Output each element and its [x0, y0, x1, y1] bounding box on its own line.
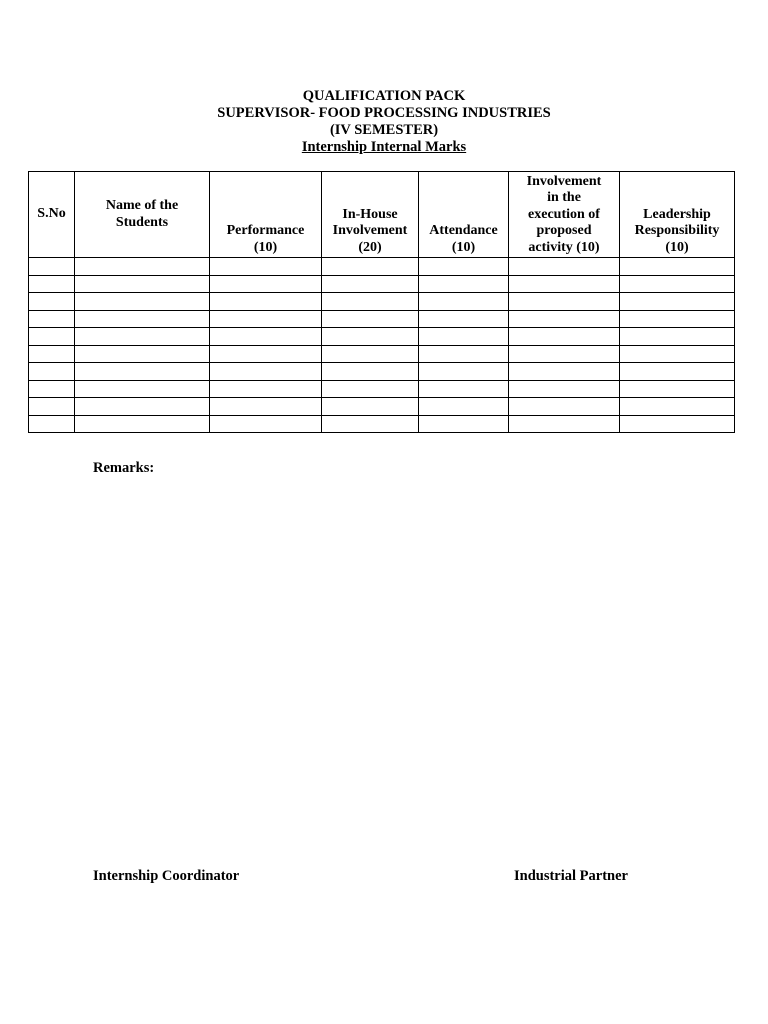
table-cell[interactable] — [509, 380, 620, 398]
table-cell[interactable] — [29, 310, 75, 328]
table-cell[interactable] — [75, 398, 210, 416]
table-cell[interactable] — [210, 258, 322, 276]
table-row — [29, 293, 735, 311]
col-activity-involvement: Involvement in the execution of proposed activity (10) — [509, 172, 620, 258]
table-row — [29, 398, 735, 416]
signature-internship-coordinator: Internship Coordinator — [93, 868, 240, 884]
table-cell[interactable] — [210, 380, 322, 398]
table-cell[interactable] — [29, 363, 75, 381]
table-cell[interactable] — [419, 380, 509, 398]
table-cell[interactable] — [419, 345, 509, 363]
table-cell[interactable] — [29, 345, 75, 363]
table-cell[interactable] — [29, 258, 75, 276]
table-cell[interactable] — [322, 363, 419, 381]
table-cell[interactable] — [75, 293, 210, 311]
table-cell[interactable] — [419, 415, 509, 433]
header-semester: (IV SEMESTER) — [329, 122, 439, 138]
table-row — [29, 328, 735, 346]
table-cell[interactable] — [620, 310, 735, 328]
table-cell[interactable] — [620, 293, 735, 311]
col-attendance: Attendance (10) — [419, 172, 509, 258]
table-cell[interactable] — [75, 310, 210, 328]
table-cell[interactable] — [210, 415, 322, 433]
table-cell[interactable] — [620, 258, 735, 276]
table-cell[interactable] — [419, 293, 509, 311]
table-cell[interactable] — [322, 380, 419, 398]
table-cell[interactable] — [509, 293, 620, 311]
table-cell[interactable] — [509, 415, 620, 433]
header-title: QUALIFICATION PACK — [302, 88, 466, 104]
table-row — [29, 275, 735, 293]
table-cell[interactable] — [210, 328, 322, 346]
table-cell[interactable] — [509, 345, 620, 363]
table-cell[interactable] — [620, 363, 735, 381]
table-cell[interactable] — [419, 398, 509, 416]
table-cell[interactable] — [75, 380, 210, 398]
table-row — [29, 310, 735, 328]
table-cell[interactable] — [29, 293, 75, 311]
table-cell[interactable] — [29, 415, 75, 433]
table-cell[interactable] — [509, 258, 620, 276]
table-cell[interactable] — [620, 345, 735, 363]
remarks-label: Remarks: — [93, 460, 155, 476]
header-marks-title: Internship Internal Marks — [301, 139, 467, 155]
table-cell[interactable] — [29, 275, 75, 293]
table-cell[interactable] — [29, 398, 75, 416]
table-row — [29, 345, 735, 363]
table-cell[interactable] — [75, 275, 210, 293]
table-cell[interactable] — [419, 275, 509, 293]
table-cell[interactable] — [620, 415, 735, 433]
table-row — [29, 363, 735, 381]
col-performance: Performance (10) — [210, 172, 322, 258]
table-cell[interactable] — [75, 328, 210, 346]
table-cell[interactable] — [419, 328, 509, 346]
table-cell[interactable] — [322, 415, 419, 433]
table-cell[interactable] — [75, 345, 210, 363]
table-cell[interactable] — [509, 363, 620, 381]
table-cell[interactable] — [29, 380, 75, 398]
table-cell[interactable] — [210, 345, 322, 363]
col-inhouse-involvement: In-House Involvement (20) — [322, 172, 419, 258]
table-header-row — [29, 172, 735, 258]
table-row — [29, 380, 735, 398]
marks-table — [28, 171, 735, 433]
table-cell[interactable] — [322, 345, 419, 363]
table-cell[interactable] — [322, 328, 419, 346]
table-cell[interactable] — [322, 293, 419, 311]
table-cell[interactable] — [419, 310, 509, 328]
table-cell[interactable] — [322, 398, 419, 416]
table-cell[interactable] — [509, 310, 620, 328]
table-cell[interactable] — [322, 310, 419, 328]
col-student-name: Name of the Students — [75, 172, 210, 258]
signature-industrial-partner: Industrial Partner — [514, 868, 628, 884]
table-cell[interactable] — [419, 258, 509, 276]
table-cell[interactable] — [210, 398, 322, 416]
document-header — [0, 88, 768, 156]
table-cell[interactable] — [509, 275, 620, 293]
table-row — [29, 258, 735, 276]
table-cell[interactable] — [620, 398, 735, 416]
col-leadership: Leadership Responsibility (10) — [620, 172, 735, 258]
table-cell[interactable] — [322, 258, 419, 276]
table-row — [29, 415, 735, 433]
table-cell[interactable] — [419, 363, 509, 381]
table-cell[interactable] — [75, 415, 210, 433]
table-cell[interactable] — [29, 328, 75, 346]
table-cell[interactable] — [210, 293, 322, 311]
col-sno: S.No — [29, 172, 75, 258]
table-cell[interactable] — [210, 363, 322, 381]
table-cell[interactable] — [210, 310, 322, 328]
table-cell[interactable] — [620, 380, 735, 398]
table-cell[interactable] — [322, 275, 419, 293]
table-cell[interactable] — [509, 398, 620, 416]
table-body — [29, 258, 735, 433]
table-cell[interactable] — [210, 275, 322, 293]
table-cell[interactable] — [509, 328, 620, 346]
table-cell[interactable] — [620, 275, 735, 293]
header-subtitle: SUPERVISOR- FOOD PROCESSING INDUSTRIES — [217, 105, 551, 121]
table-cell[interactable] — [75, 258, 210, 276]
table-cell[interactable] — [620, 328, 735, 346]
table-cell[interactable] — [75, 363, 210, 381]
